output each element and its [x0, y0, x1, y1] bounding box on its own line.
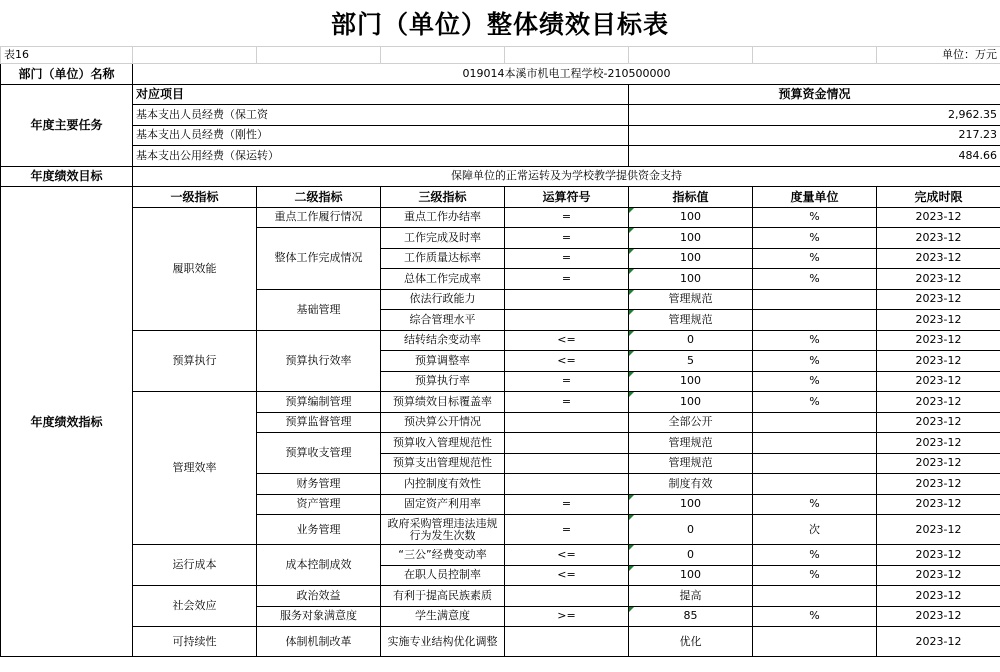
- deadline-cell: 2023-12: [877, 433, 1000, 454]
- indicator-row: [1, 330, 1000, 351]
- value-cell: 0: [629, 330, 753, 351]
- goal-row: [1, 166, 1000, 187]
- task-label: 年度主要任务: [1, 84, 133, 166]
- goal-label: 年度绩效目标: [1, 166, 133, 187]
- level3-cell: 预算收入管理规范性: [381, 433, 505, 454]
- indicator-row: [1, 586, 1000, 607]
- level2-cell: 成本控制成效: [257, 545, 381, 586]
- value-cell: 100: [629, 248, 753, 269]
- value-cell: 100: [629, 269, 753, 290]
- operator-cell: =: [505, 269, 629, 290]
- task-amount: 484.66: [629, 146, 1000, 167]
- level2-cell: 服务对象满意度: [257, 606, 381, 627]
- operator-cell: =: [505, 392, 629, 413]
- dept-label: 部门（单位）名称: [1, 64, 133, 85]
- level3-cell: 工作完成及时率: [381, 228, 505, 249]
- deadline-cell: 2023-12: [877, 545, 1000, 566]
- header-level1: 一级指标: [133, 187, 257, 208]
- unit-label: 单位：万元: [877, 47, 1000, 64]
- level2-cell: 整体工作完成情况: [257, 228, 381, 290]
- unit-cell: %: [753, 248, 877, 269]
- operator-cell: =: [505, 228, 629, 249]
- level3-cell: 综合管理水平: [381, 310, 505, 331]
- level3-cell: 总体工作完成率: [381, 269, 505, 290]
- operator-cell: [505, 586, 629, 607]
- unit-cell: [753, 412, 877, 433]
- level1-cell: 可持续性: [133, 627, 257, 657]
- value-cell: 管理规范: [629, 310, 753, 331]
- operator-cell: =: [505, 248, 629, 269]
- value-cell: 5: [629, 351, 753, 372]
- unit-cell: %: [753, 565, 877, 586]
- level2-cell: 体制机制改革: [257, 627, 381, 657]
- indicator-label: 年度绩效指标: [1, 187, 133, 657]
- operator-cell: [505, 474, 629, 495]
- level2-cell: 预算执行效率: [257, 330, 381, 392]
- task-amount: 217.23: [629, 125, 1000, 146]
- task-row: [1, 105, 1000, 126]
- unit-cell: %: [753, 545, 877, 566]
- header-value: 指标值: [629, 187, 753, 208]
- level2-cell: 重点工作履行情况: [257, 207, 381, 228]
- value-cell: 0: [629, 545, 753, 566]
- unit-cell: %: [753, 228, 877, 249]
- deadline-cell: 2023-12: [877, 269, 1000, 290]
- indicator-header-row: [1, 187, 1000, 208]
- task-name: 基本支出人员经费（刚性）: [133, 125, 629, 146]
- level1-cell: 运行成本: [133, 545, 257, 586]
- operator-cell: <=: [505, 330, 629, 351]
- deadline-cell: 2023-12: [877, 228, 1000, 249]
- operator-cell: [505, 453, 629, 474]
- operator-cell: =: [505, 371, 629, 392]
- level3-cell: 在职人员控制率: [381, 565, 505, 586]
- task-project-header: 对应项目: [133, 84, 629, 105]
- operator-cell: =: [505, 515, 629, 545]
- deadline-cell: 2023-12: [877, 565, 1000, 586]
- level1-cell: 社会效应: [133, 586, 257, 627]
- level3-cell: 内控制度有效性: [381, 474, 505, 495]
- value-cell: 优化: [629, 627, 753, 657]
- unit-cell: %: [753, 371, 877, 392]
- level3-cell: 结转结余变动率: [381, 330, 505, 351]
- operator-cell: [505, 433, 629, 454]
- value-cell: 制度有效: [629, 474, 753, 495]
- value-cell: 100: [629, 207, 753, 228]
- value-cell: 100: [629, 392, 753, 413]
- operator-cell: <=: [505, 351, 629, 372]
- value-cell: 全部公开: [629, 412, 753, 433]
- header-unit: 度量单位: [753, 187, 877, 208]
- deadline-cell: 2023-12: [877, 586, 1000, 607]
- task-amount: 2,962.35: [629, 105, 1000, 126]
- deadline-cell: 2023-12: [877, 453, 1000, 474]
- dept-value: 019014本溪市机电工程学校-210500000: [133, 64, 1000, 85]
- unit-cell: %: [753, 269, 877, 290]
- header-operator: 运算符号: [505, 187, 629, 208]
- level2-cell: 业务管理: [257, 515, 381, 545]
- level2-cell: 基础管理: [257, 289, 381, 330]
- deadline-cell: 2023-12: [877, 248, 1000, 269]
- operator-cell: <=: [505, 565, 629, 586]
- level3-cell: 工作质量达标率: [381, 248, 505, 269]
- task-budget-header: 预算资金情况: [629, 84, 1000, 105]
- level3-cell: 实施专业结构优化调整: [381, 627, 505, 657]
- level2-cell: 预算编制管理: [257, 392, 381, 413]
- deadline-cell: 2023-12: [877, 606, 1000, 627]
- value-cell: 管理规范: [629, 289, 753, 310]
- level3-cell: 有利于提高民族素质: [381, 586, 505, 607]
- level3-cell: 重点工作办结率: [381, 207, 505, 228]
- value-cell: 100: [629, 228, 753, 249]
- level2-cell: 预算监督管理: [257, 412, 381, 433]
- level3-cell: 依法行政能力: [381, 289, 505, 310]
- goal-value: 保障单位的正常运转及为学校教学提供资金支持: [133, 166, 1000, 187]
- header-deadline: 完成时限: [877, 187, 1000, 208]
- header-level2: 二级指标: [257, 187, 381, 208]
- value-cell: 管理规范: [629, 433, 753, 454]
- level2-cell: 预算收支管理: [257, 433, 381, 474]
- deadline-cell: 2023-12: [877, 330, 1000, 351]
- unit-cell: [753, 310, 877, 331]
- unit-cell: [753, 627, 877, 657]
- deadline-cell: 2023-12: [877, 371, 1000, 392]
- unit-cell: 次: [753, 515, 877, 545]
- value-cell: 0: [629, 515, 753, 545]
- level3-cell: 学生满意度: [381, 606, 505, 627]
- performance-table: [0, 46, 1000, 657]
- level3-cell: 预算支出管理规范性: [381, 453, 505, 474]
- value-cell: 管理规范: [629, 453, 753, 474]
- unit-cell: %: [753, 351, 877, 372]
- level3-cell: 预决算公开情况: [381, 412, 505, 433]
- unit-cell: %: [753, 392, 877, 413]
- unit-cell: [753, 474, 877, 495]
- level1-cell: 管理效率: [133, 392, 257, 545]
- task-name: 基本支出人员经费（保工资: [133, 105, 629, 126]
- unit-cell: [753, 433, 877, 454]
- task-name: 基本支出公用经费（保运转）: [133, 146, 629, 167]
- page-title: 部门（单位）整体绩效目标表: [330, 10, 669, 39]
- deadline-cell: 2023-12: [877, 494, 1000, 515]
- task-row: [1, 146, 1000, 167]
- level1-cell: 预算执行: [133, 330, 257, 392]
- indicator-row: [1, 207, 1000, 228]
- unit-cell: [753, 289, 877, 310]
- indicator-row: [1, 545, 1000, 566]
- unit-cell: %: [753, 207, 877, 228]
- unit-cell: %: [753, 494, 877, 515]
- level3-cell: 预算调整率: [381, 351, 505, 372]
- deadline-cell: 2023-12: [877, 207, 1000, 228]
- deadline-cell: 2023-12: [877, 289, 1000, 310]
- level3-cell: 预算绩效目标覆盖率: [381, 392, 505, 413]
- value-cell: 85: [629, 606, 753, 627]
- operator-cell: =: [505, 494, 629, 515]
- unit-cell: [753, 453, 877, 474]
- value-cell: 提高: [629, 586, 753, 607]
- task-row: [1, 125, 1000, 146]
- unit-cell: %: [753, 330, 877, 351]
- level3-cell: 预算执行率: [381, 371, 505, 392]
- deadline-cell: 2023-12: [877, 351, 1000, 372]
- operator-cell: [505, 289, 629, 310]
- meta-row: [1, 47, 1000, 64]
- deadline-cell: 2023-12: [877, 474, 1000, 495]
- deadline-cell: 2023-12: [877, 412, 1000, 433]
- level1-cell: 履职效能: [133, 207, 257, 330]
- level2-cell: 资产管理: [257, 494, 381, 515]
- indicator-row: [1, 627, 1000, 657]
- deadline-cell: 2023-12: [877, 392, 1000, 413]
- dept-row: [1, 64, 1000, 85]
- unit-cell: [753, 586, 877, 607]
- task-header-row: [1, 84, 1000, 105]
- value-cell: 100: [629, 494, 753, 515]
- level3-cell: 政府采购管理违法违规行为发生次数: [381, 515, 505, 545]
- operator-cell: >=: [505, 606, 629, 627]
- operator-cell: [505, 412, 629, 433]
- level3-cell: 固定资产利用率: [381, 494, 505, 515]
- operator-cell: [505, 310, 629, 331]
- table-number: 表16: [1, 47, 133, 64]
- level2-cell: 财务管理: [257, 474, 381, 495]
- operator-cell: <=: [505, 545, 629, 566]
- deadline-cell: 2023-12: [877, 310, 1000, 331]
- value-cell: 100: [629, 565, 753, 586]
- operator-cell: [505, 627, 629, 657]
- level2-cell: 政治效益: [257, 586, 381, 607]
- level3-cell: “三公”经费变动率: [381, 545, 505, 566]
- value-cell: 100: [629, 371, 753, 392]
- indicator-row: [1, 392, 1000, 413]
- deadline-cell: 2023-12: [877, 627, 1000, 657]
- deadline-cell: 2023-12: [877, 515, 1000, 545]
- header-level3: 三级指标: [381, 187, 505, 208]
- operator-cell: =: [505, 207, 629, 228]
- unit-cell: %: [753, 606, 877, 627]
